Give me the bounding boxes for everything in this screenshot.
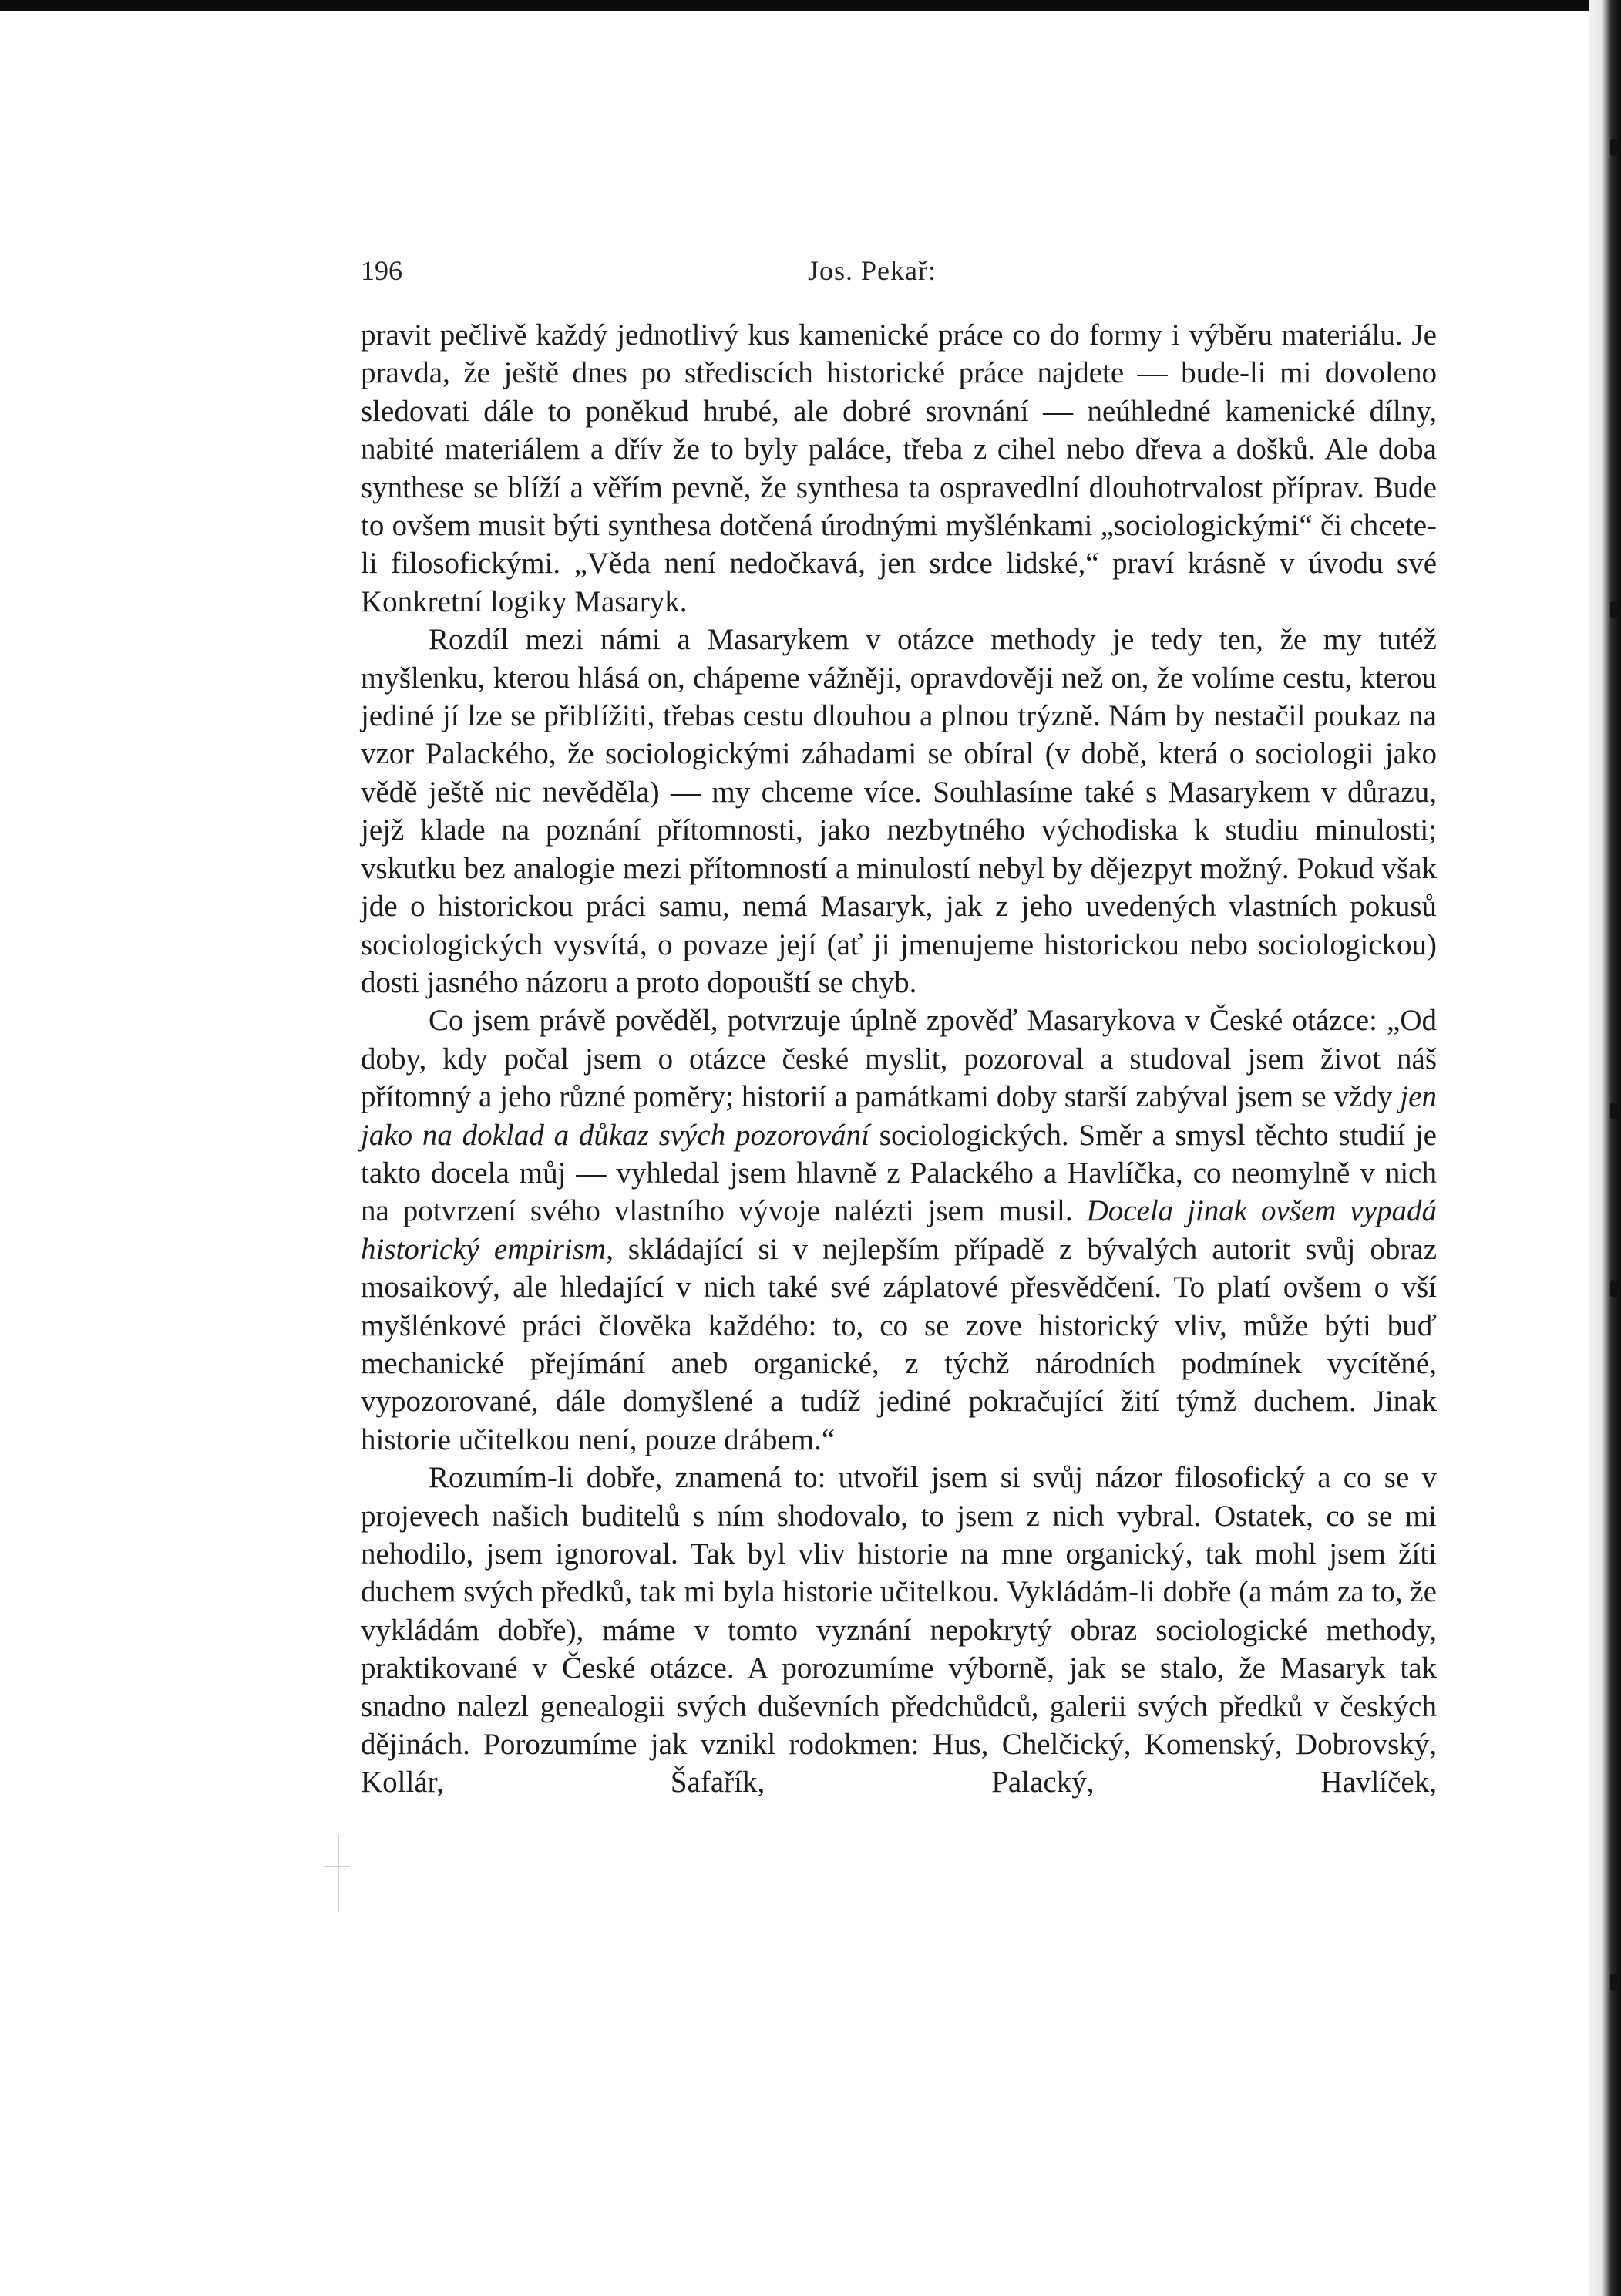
text-run: , skládající si v nejlepším případě z bývalých autorit svůj obraz mosaikový, ale hledající v nich také své záplatové přesvědčení. To platí ovšem o vší myšlénkové práci člověka každého: to, co se zove historický vliv, může býti buď mechanické přejímání aneb organické, z týchž národních podmínek vycítěné, vypozorované, dále domyšlené a tudíž jediné pokračující žití týmž duchem. Jinak historie učitelkou není, pouze drábem.“ [361,1232,1437,1456]
paragraph [361,1459,1437,1802]
text-run: Rozumím-li dobře, znamená to: utvořil jsem si svůj názor filosofický a co se v projevech našich buditelů s ním shodovalo, to jsem z nich vybral. Ostatek, co se mi nehodilo, jsem ignoroval. Tak byl vliv historie na mne organický, tak mohl jsem žíti duchem svých předků, tak mi byla historie učitelkou. Vykládám-li dobře (a mám za to, že vykládám dobře), máme v tomto vyznání nepokrytý obraz sociologické methody, praktikované v České otázce. A porozumíme výborně, jak se stalo, že Masaryk tak snadno nalezl genealogii svých duševních předchůdců, galerii svých předků v českých dějinách. Porozumíme jak vznikl rodokmen: Hus, Chelčický, Komenský, Dobrovský, Kollár, Šafařík, Palacký, Havlíček, [361,1461,1437,1799]
book-page [361,254,1437,1802]
scan-top-border [0,0,1621,11]
scan-edge-mark [1610,1103,1618,1119]
pencil-margin-mark [324,1866,350,1867]
paragraph [361,1002,1437,1459]
scan-edge-mark [1610,601,1618,618]
page-number: 196 [361,255,402,286]
running-head: Jos. Pekař: [808,255,937,286]
scan-edge-mark [1610,139,1618,156]
scan-right-edge [1589,0,1621,2296]
text-run: sociologických. Směr a smysl těchto studií je takto docela můj — vyhledal jsem hlavně z Palackého a Havlíčka, co neomylně v nich na potvrzení svého vlastního vývoje nalézti jsem musil. [361,1118,1437,1228]
body-text [361,316,1437,1802]
paragraph [361,621,1437,1002]
pencil-margin-mark [338,1835,339,1912]
page-header [361,254,1437,290]
scan-edge-mark [1610,1974,1618,1991]
scan-edge-mark [1610,1280,1618,1297]
italic-emphasis: jen jako na doklad a důkaz svých pozorování [361,1080,1437,1152]
italic-emphasis: Docela jinak ovšem vypadá historický empirism [361,1194,1437,1266]
text-run: pravit pečlivě každý jednotlivý kus kamenické práce co do formy i výběru materiálu. Je pravda, že ještě dnes po střediscích historické práce najdete — bude-li mi dovoleno sledovati dále to poněkud hrubé, ale dobré srovnání — neúhledné kamenické dílny, nabité materiálem a dřív že to byly paláce, třeba z cihel nebo dřeva a došků. Ale doba synthese se blíží a věřím pevně, že synthesa ta ospravedlní dlouhotrvalost příprav. Bude to ovšem musit býti synthesa dotčená úrodnými myšlénkami „sociologickými“ či chcete-li filosofickými. „Věda není nedočkavá, jen srdce lidské,“ praví krásně v úvodu své Konkretní logiky Masaryk. [361,318,1437,618]
text-run: Co jsem právě pověděl, potvrzuje úplně zpověď Masarykova v České otázce: „Od doby, kdy počal jsem o otázce české myslit, pozoroval a studoval jsem život náš přítomný a jeho různé poměry; historií a památkami doby starší zabýval jsem se vždy [361,1004,1437,1114]
text-run: Rozdíl mezi námi a Masarykem v otázce methody je tedy ten, že my tutéž myšlenku, kterou hlásá on, chápeme vážněji, opravdověji než on, že volíme cestu, kterou jediné jí lze se přiblížiti, třebas cestu dlouhou a plnou trýzně. Nám by nestačil poukaz na vzor Palackého, že sociologickými záhadami se obíral (v době, která o sociologii jako vědě ještě nic nevěděla) — my chceme více. Souhlasíme také s Masarykem v důrazu, jejž klade na poznání přítomnosti, jako nezbytného východiska k studiu minulosti; vskutku bez analogie mezi přítomností a minulostí nebyl by dějezpyt možný. Pokud však jde o historickou práci samu, nemá Masaryk, jak z jeho uvedených vlastních pokusů sociologických vysvítá, o povaze její (ať ji jmenujeme historickou nebo sociologickou) dosti jasného názoru a proto dopouští se chyb. [361,623,1437,999]
paragraph [361,316,1437,621]
